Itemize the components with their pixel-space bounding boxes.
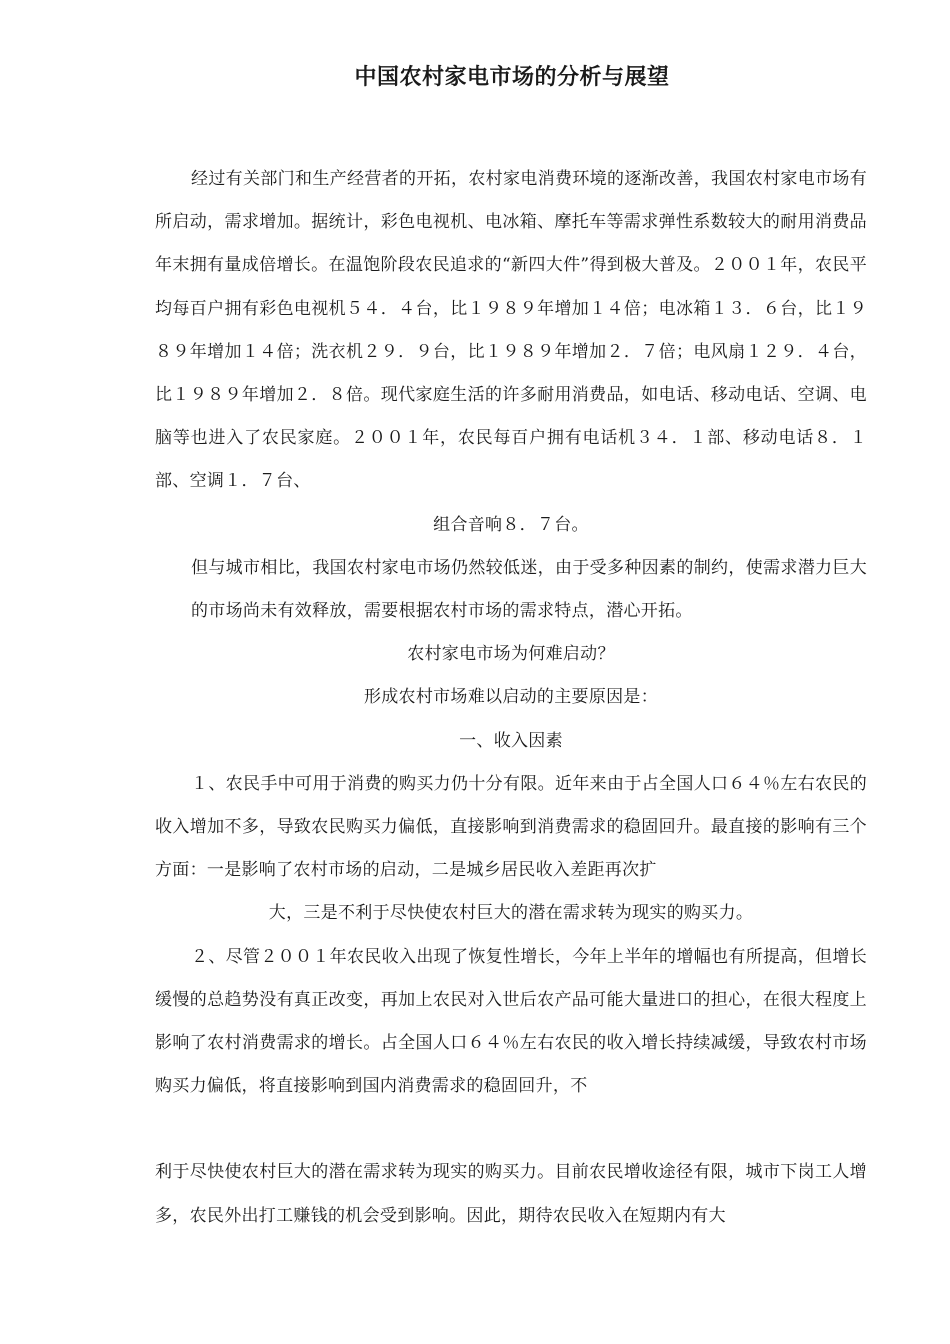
paragraph-point-2-continued: 利于尽快使农村巨大的潜在需求转为现实的购买力。目前农民增收途径有限，城市下岗工人增多，农民外出打工赚钱的机会受到影响。因此，期待农民收入在短期内有大	[155, 1162, 867, 1226]
paragraph-point-1: １、农民手中可用于消费的购买力仍十分有限。近年来由于占全国人口６４％左右农民的收入增加不多，导致农民购买力偏低，直接影响到消费需求的稳固回升。最直接的影响有三个方面：一是影响了农村市场的启动，二是城乡居民收入差距再次扩	[155, 773, 867, 881]
document-title: 中国农村家电市场的分析与展望	[354, 65, 670, 90]
paragraph-intro: 经过有关部门和生产经营者的开拓，农村家电消费环境的逐渐改善，我国农村家电市场有所启动，需求增加。据统计，彩色电视机、电冰箱、摩托车等需求弹性系数较大的耐用消费品年末拥有量成倍增长。在温饱阶段农民追求的“新四大件”得到极大普及。２００１年，农民平均每百户拥有彩色电视机５４．４台，比１９８９年增加１４倍；电冰箱１３．６台，比１９８９年增加１４倍；洗衣机２９．９台，比１９８９年增加２．７倍；电风扇１２９．４台，比１９８９年增加２．８倍。现代家庭生活的许多耐用消费品，如电话、移动电话、空调、电脑等也进入了农民家庭。２００１年，农民每百户拥有电话机３４．１部、移动电话８．１部、空调１．７台、	[155, 169, 867, 492]
section-reasons-heading: 形成农村市场难以启动的主要原因是：	[363, 687, 659, 708]
document-body	[155, 158, 867, 1238]
paragraph-point-1-tail: 大，三是不利于尽快使农村巨大的潜在需求转为现实的购买力。	[268, 903, 754, 924]
paragraph-comparison: 但与城市相比，我国农村家电市场仍然较低迷，由于受多种因素的制约，使需求潜力巨大的市场尚未有效释放，需要根据农村市场的需求特点，潜心开拓。	[191, 557, 867, 622]
section-income-heading: 一、收入因素	[459, 730, 563, 751]
blank-line	[155, 1108, 867, 1151]
section-question-heading: 农村家电市场为何难启动？	[407, 644, 615, 665]
paragraph-point-2: ２、尽管２００１年农民收入出现了恢复性增长，今年上半年的增幅也有所提高，但增长缓慢的总趋势没有真正改变，再加上农民对入世后农产品可能大量进口的担心，在很大程度上影响了农村消费需求的增长。占全国人口６４％左右农民的收入增长持续减缓，导致农村市场购买力偏低，将直接影响到国内消费需求的稳固回升，不	[155, 946, 867, 1097]
paragraph-intro-tail: 组合音响８．７台。	[433, 514, 589, 535]
